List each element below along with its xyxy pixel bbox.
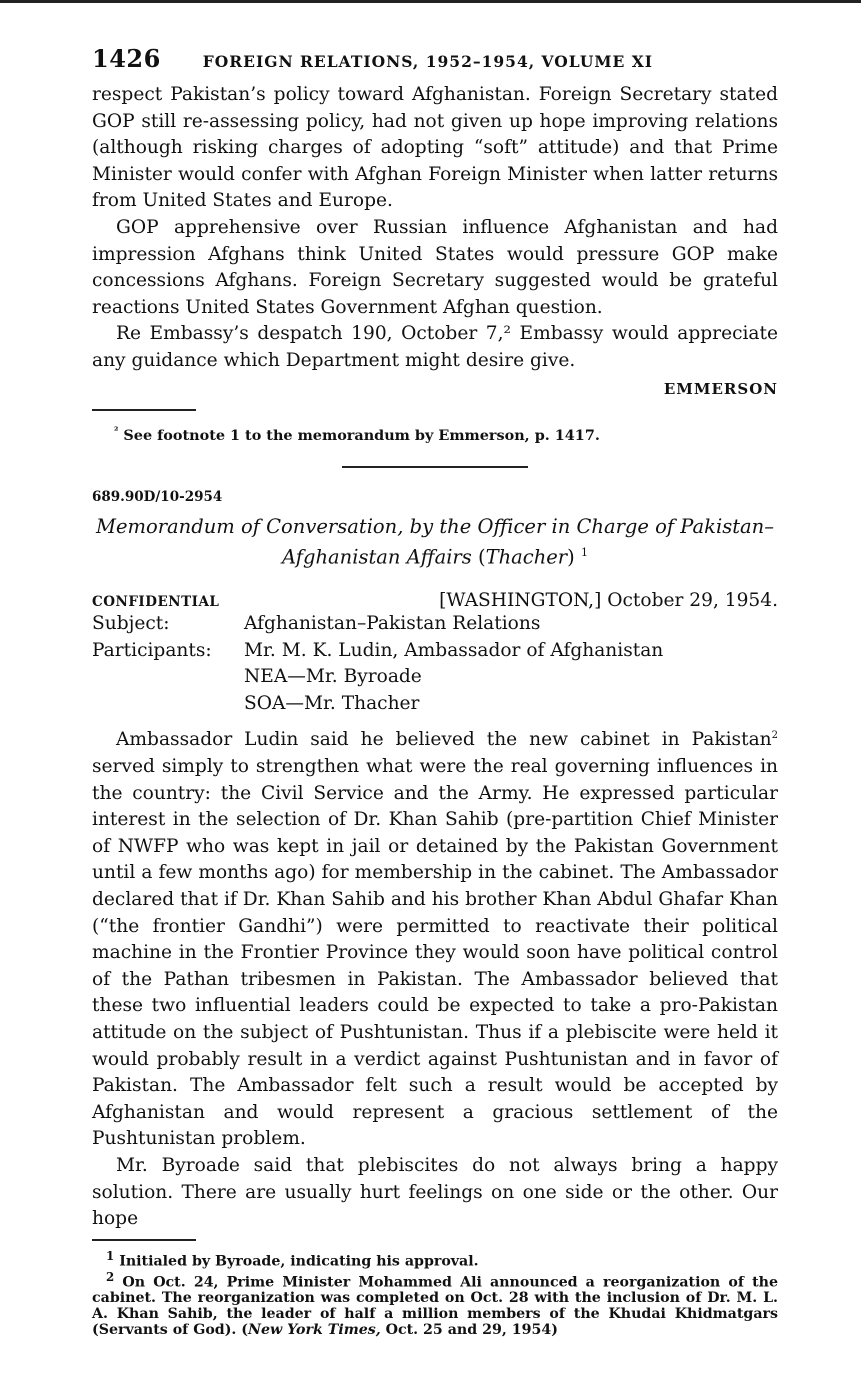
signature: EMMERSON (663, 379, 778, 398)
title-italic: Afghanistan Affairs (282, 545, 472, 569)
paragraph-text: served simply to strengthen what were the real governing influences in the country: the Civil Service and the Army. He expressed particular interest in the selection of Dr. Khan Sahib (pre-partition Chief Minister of NWFP who was kept in jail or detained by the Pakistan Government until a few months ago) for membership in the cabinet. The Ambassador declared that if Dr. Khan Sahib and his brother Khan Abdul Ghafar Khan (“the frontier Gandhi”) were permitted to reactivate their political machine in the Frontier Province they would soon have political control of the Pathan tribesmen in Pakistan. The Ambassador believed that these two influential leaders could be expected to take a pro-Pakistan attitude on the subject of Pushtunistan. Thus if a plebiscite were held it would probably result in a verdict against Pushtunistan and in favor of Pakistan. The Ambassador felt such a result would be accepted by Afghanistan and would represent a gracious settlement of the Pushtunistan problem. (92, 756, 778, 1150)
page-number: 1426 (92, 44, 161, 73)
participants-row (92, 638, 778, 718)
file-reference: 689.90D/10-2954 (92, 488, 223, 505)
footnote-ref: 2 (771, 730, 778, 742)
footnote-marker: 1 (106, 1248, 115, 1263)
paragraph: respect Pakistan’s policy toward Afghanistan. Foreign Secretary stated GOP still re-assessing policy, had not given up hope improving relations (although risking charges of adopting “soft” attitude) and that Prime Minister would confer with Afghan Foreign Minister when latter returns from United States and Europe. (92, 84, 778, 212)
place-date: [WASHINGTON,] October 29, 1954. (439, 590, 778, 612)
footnote (92, 427, 778, 444)
running-header (92, 44, 778, 82)
participants-label: Participants: (92, 639, 212, 661)
classification: CONFIDENTIAL (92, 594, 220, 611)
footnote-text: Oct. 25 and 29, 1954) (380, 1321, 558, 1338)
top-border-rule (0, 0, 861, 3)
footnote-marker: 2 (106, 1270, 115, 1285)
paragraph: Re Embassy’s despatch 190, October 7,² Embassy would appreciate any guidance which Department might desire give. (92, 323, 778, 371)
title-line-1: Memorandum of Conversation, by the Officer in Charge of Pakistan– (96, 514, 774, 538)
document-title (92, 514, 778, 571)
footnote-rule (92, 1239, 196, 1241)
classification-row (92, 590, 778, 611)
footnote (92, 1270, 778, 1338)
paragraph: GOP apprehensive over Russian influence Afghanistan and had impression Afghans think United States would pressure GOP make concessions Afghans. Foreign Secretary suggested would be grateful reactions United States Government Afghan question. (92, 216, 778, 318)
footnote-citation: New York Times, (248, 1321, 381, 1338)
footnote-rule (92, 409, 196, 411)
footnote (92, 1249, 778, 1270)
document-page (92, 44, 778, 1338)
participant: SOA—Mr. Thacher (244, 692, 420, 714)
subject: Afghanistan–Pakistan Relations (244, 613, 541, 635)
footnote-marker: ² (114, 425, 119, 437)
author-name: Thacher (485, 545, 568, 569)
participants-list (244, 638, 663, 718)
title-line-2: Afghanistan Affairs (Thacher) $^1$ (282, 545, 588, 569)
volume-title: FOREIGN RELATIONS, 1952–1954, VOLUME XI (202, 52, 654, 71)
participant: NEA—Mr. Byroade (244, 666, 422, 688)
participant: Mr. M. K. Ludin, Ambassador of Afghanistan (244, 639, 664, 661)
paragraph-text: Ambassador Ludin said he believed the new cabinet in Pakistan (116, 729, 772, 751)
paragraph (92, 727, 778, 1153)
paragraph: Mr. Byroade said that plebiscites do not always bring a happy solution. There are usually hurt feelings on one side or the other. Our hope (92, 1154, 778, 1230)
footnote-text: On Oct. 24, Prime Minister Mohammed Ali announced a reorganization of the cabinet. The reorganization was completed on Oct. 28 with the inclusion of Dr. M. L. A. Khan Sahib, the leader of half a million members of the Khudai Khidmatgars (Servants of God). ( (92, 1274, 778, 1338)
document-separator (342, 466, 528, 468)
footnote-text: See footnote 1 to the memorandum by Emmerson, p. 1417. (123, 426, 600, 444)
title-footnote-ref: 1 (580, 545, 588, 559)
footnote-text: Initialed by Byroade, indicating his approval. (119, 1253, 479, 1270)
subject-row (92, 611, 778, 638)
subject-label: Subject: (92, 613, 170, 635)
